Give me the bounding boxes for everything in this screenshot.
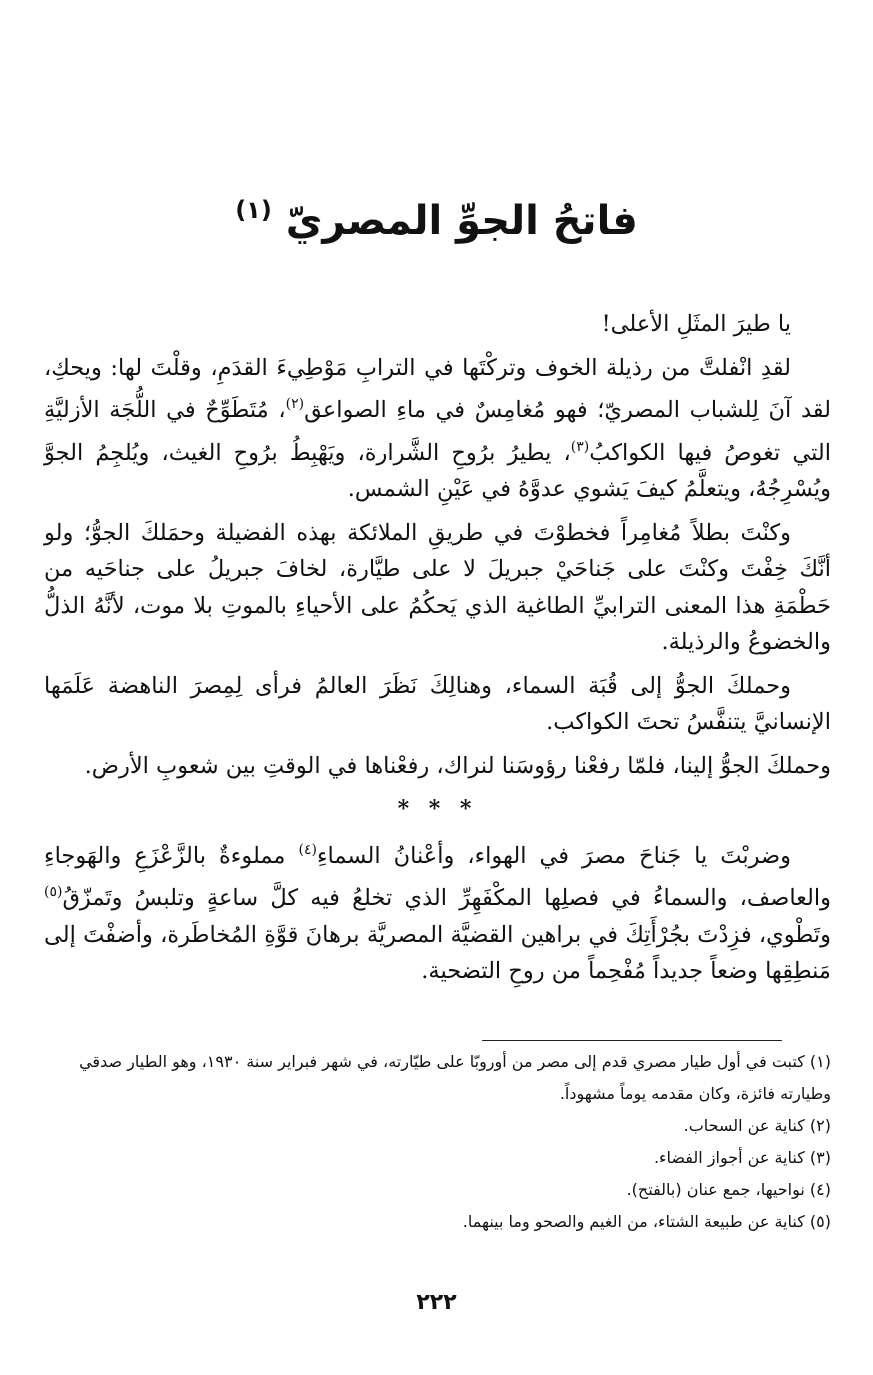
title-footnote-ref: (١): [235, 196, 272, 224]
paragraph: وحملكَ الجوُّ إلينا، فلمّا رفعْنا رؤوسَنا لنراك، رفعْناها في الوقتِ بين شعوبِ الأرض.: [84, 752, 831, 779]
footnote: (٥) كناية عن طبيعة الشتاء، من الغيم والصحو وما بينهما.: [462, 1212, 831, 1231]
footnote-ref: (٥): [44, 884, 63, 900]
footnote-ref: (٣): [570, 438, 590, 455]
footnote-ref: (٤): [298, 841, 317, 858]
footnote: (٤) نواحيها، جمع عنان (بالفتح).: [626, 1180, 831, 1199]
footnote: (١) كتبت في أول طيار مصري قدم إلى مصر من أوروبّا على طيّارته، في شهر فبراير سنة ١٩٣٠، وهو الطيار صدقي وطيارته فائزة، وكان مقدمه يوماً مشهوداً.: [79, 1052, 831, 1103]
footnote-divider: [482, 1040, 782, 1041]
footnotes: [44, 1046, 831, 1238]
chapter-title-text: فاتحُ الجوِّ المصريّ: [285, 198, 638, 244]
paragraph: وحملكَ الجوُّ إلى قُبَة السماء، وهنالِكَ نَظَرَ العالمُ فرأى لِمِصرَ الناهضة عَلَمَها الإنسانيَّ يتنفَّسُ تحتَ الكواكب.: [44, 672, 831, 735]
chapter-title: [0, 196, 873, 244]
paragraph: وضربْتَ يا جَناحَ مصرَ في الهواء، وأعْنانُ السماءِ$^{(٤)}$ مملوءةٌ بالزَّعْزَعِ والهَوجاءِ والعاصف، والسماءُ في فصلِها المكْفَهِرِّ الذي تخلعُ فيه كلَّ ساعةٍ وتلبسُ وتَمزّقُ$^{(٥)}$ وتَطْوي، فزِدْتَ بجُرْأَتِكَ في براهين القضيَّة المصريَّة برهانَ قوَّةِ المُخاطَرة، وأضفْتَ إلى مَنطِقِها وضعاً جديداً مُفْحِماً من روحِ التضحية.: [44, 841, 831, 984]
body-text: [44, 306, 831, 997]
paragraph: وكنْتَ بطلاً مُغامِراً فخطوْتَ في طريقِ الملائكة بهذه الفضيلة وحمَلكَ الجوُّ؛ ولو أنَّكَ خِفْتَ وكنْتَ على جَناحَيْ جبريلَ لا على طيَّارة، لخافَ جبريلُ على جناحَيه من حَطْمَةِ هذا المعنى الترابيِّ الطاغية الذي يَحكُمُ على الأحياءِ بالموتِ بلا موت، لأنَّهُ الذلُّ والخضوعُ والرذيلة.: [44, 519, 831, 655]
page-number: ٢٢٢: [416, 1290, 457, 1315]
paragraph: يا طيرَ المثَلِ الأعلى!: [601, 311, 791, 337]
section-separator: * * *: [397, 796, 478, 822]
paragraph: لقدِ انْفلتَّ من رذيلة الخوف وتركْتَها في الترابِ مَوْطِيءَ القدَمِ، وقلْتَ لها: ويحكِ، لقد آنَ لِلشباب المصريّ؛ فهو مُغامِسٌ في ماءِ الصواعق$^{(٢)}$، مُتَطَوِّحٌ في اللُّجَة الأزليَّةِ التي تغوصُ فيها الكواكبُ$^{(٣)}$، يطيرُ برُوحِ الشَّرارة، ويَهْبِطُ برُوحِ الغيث، ويُلجِمُ الجوَّ ويُسْرِجُهُ، ويتعلَّمُ كيفَ يَشوي عدوَّهُ في عَيْنِ الشمس.: [44, 354, 832, 502]
footnote: (٣) كناية عن أجواز الفضاء.: [653, 1148, 831, 1167]
footnote-ref: (٢): [285, 396, 305, 412]
footnote: (٢) كناية عن السحاب.: [683, 1116, 831, 1135]
